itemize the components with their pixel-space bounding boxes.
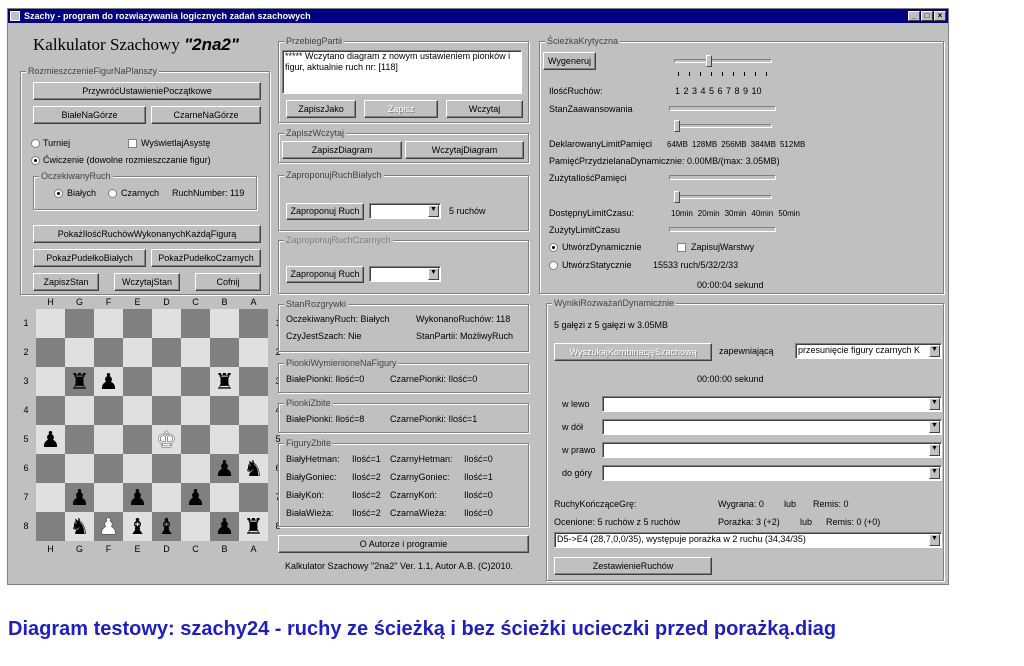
captured-cell: Ilość=0 [464, 490, 493, 500]
rank-label: 6 [275, 463, 281, 473]
chess-piece[interactable]: ♜ [239, 512, 268, 541]
time-slider-track[interactable] [674, 195, 772, 199]
placement-group [20, 66, 270, 295]
moves-done-value: WykonanoRuchów: 118 [416, 314, 511, 324]
captured-pawns-group [278, 398, 529, 433]
memory-slider-track[interactable] [674, 124, 772, 128]
board-square[interactable] [94, 425, 123, 454]
memory-scale-label: 384MB [750, 140, 776, 149]
rank-label: 5 [23, 434, 29, 444]
memory-scale-label: 512MB [779, 140, 806, 149]
board-square[interactable] [239, 425, 268, 454]
board-square[interactable] [123, 367, 152, 396]
board-square[interactable] [36, 309, 65, 338]
best-move-select[interactable] [554, 532, 942, 548]
board-square[interactable] [123, 425, 152, 454]
close-button[interactable]: × [934, 11, 946, 21]
chess-piece[interactable]: ♚ [152, 425, 181, 454]
captured-cell: Ilość=2 [352, 508, 381, 518]
rank-label: 1 [275, 318, 281, 328]
direction-label: do góry [562, 468, 593, 478]
board-square[interactable] [181, 512, 210, 541]
file-label: E [134, 544, 141, 554]
title-bar [8, 9, 948, 23]
captured-cell: BiałyGoniec: [286, 472, 337, 482]
captured-cell: Ilość=0 [464, 454, 493, 464]
tourney-label: Turniej [43, 138, 71, 148]
memory-scale-label: 256MB [721, 140, 747, 149]
or-label-2: lub [800, 517, 813, 527]
expected-move-group [33, 171, 257, 210]
board-square[interactable] [65, 396, 94, 425]
direction-select[interactable] [602, 442, 942, 458]
chess-piece[interactable]: ♞ [239, 454, 268, 483]
board-square[interactable] [210, 338, 239, 367]
chess-board-area [20, 297, 280, 555]
board-square[interactable] [94, 338, 123, 367]
board-square[interactable] [181, 396, 210, 425]
memory-used-label: ZużytaIlośćPamięci [549, 173, 627, 183]
rank-label: 2 [23, 347, 29, 357]
propose-black-move-button[interactable]: Zaproponuj Ruch [286, 266, 364, 283]
rank-label: 2 [275, 347, 281, 357]
board-square[interactable] [152, 454, 181, 483]
exercise-radio[interactable] [31, 156, 40, 165]
board-square[interactable] [94, 309, 123, 338]
board-square[interactable] [152, 309, 181, 338]
rank-label: 7 [275, 492, 281, 502]
file-label: G [75, 297, 83, 307]
rank-label: 5 [275, 434, 281, 444]
direction-label: w lewo [562, 399, 590, 409]
chess-piece[interactable]: ♟ [65, 483, 94, 512]
show-moves-per-piece-button[interactable]: PokażIlośćRuchówWykonanychKażdąFigurą [33, 225, 261, 243]
promoted-white: BiałePionki: Ilość=0 [286, 374, 365, 384]
chess-piece[interactable]: ♟ [94, 367, 123, 396]
memory-dynamic-label: PamięćPrzydzielanaDynamicznie: 0.00MB/(max: 3.05MB) [549, 156, 780, 166]
critical-path-label: ŚcieżkaKrytyczna [547, 36, 619, 46]
time-used-bar [669, 227, 776, 232]
board-square[interactable] [181, 309, 210, 338]
captured-cell: CzarnyHetman: [390, 454, 453, 464]
board-square[interactable] [152, 338, 181, 367]
app-window [7, 8, 949, 585]
minimize-button[interactable]: _ [908, 11, 920, 21]
file-label: H [47, 544, 54, 554]
direction-label: w prawo [562, 445, 596, 455]
direction-select[interactable] [602, 419, 942, 435]
show-assist-label: WyświetlajAsystę [141, 138, 211, 148]
show-black-box-button[interactable]: PokażPudełkoCzarnych [151, 249, 261, 267]
board-square[interactable] [239, 367, 268, 396]
promoted-group [278, 358, 529, 393]
file-label: E [134, 297, 141, 307]
save-layers-checkbox[interactable] [677, 243, 686, 252]
generate-button[interactable]: Wygeneruj [543, 52, 596, 70]
rank-label: 4 [275, 405, 281, 415]
chess-piece[interactable]: ♟ [36, 425, 65, 454]
board-square[interactable] [65, 309, 94, 338]
rank-label: 3 [275, 376, 281, 386]
board-square[interactable] [152, 396, 181, 425]
chevron-down-icon[interactable]: ▼ [428, 205, 439, 217]
captured-cell: Ilość=1 [352, 454, 381, 464]
chevron-down-icon[interactable]: ▼ [428, 268, 439, 280]
promoted-black: CzarnePionki: Ilość=0 [390, 374, 478, 384]
ensuring-select[interactable] [795, 343, 942, 359]
captured-cell: Ilość=1 [464, 472, 493, 482]
show-white-box-button[interactable]: PokażPudełkoBiałych [33, 249, 146, 267]
time-scale-label: 40min [751, 209, 774, 218]
placement-group-label: RozmieszczenieFigurNaPlanszy [28, 66, 158, 76]
memory-used-bar [669, 175, 776, 180]
exercise-label: Ćwiczenie (dowolne rozmieszczanie figur) [43, 155, 211, 165]
board-square[interactable] [239, 396, 268, 425]
file-label: A [250, 544, 257, 554]
board-square[interactable] [36, 483, 65, 512]
time-scale [671, 209, 805, 218]
version-label: Kalkulator Szachowy "2na2" Ver. 1.1, Autor A.B. (C)2010. [285, 561, 514, 571]
board-square[interactable] [65, 425, 94, 454]
black-on-top-button[interactable]: CzarneNaGórze [151, 106, 261, 124]
time-slider-thumb[interactable] [674, 191, 680, 203]
captured-pawns-label: PionkiZbite [286, 398, 331, 408]
board-square[interactable] [210, 309, 239, 338]
file-label: D [163, 544, 170, 554]
maximize-button[interactable]: □ [921, 11, 933, 21]
or-label-1: lub [784, 499, 797, 509]
search-combination-button[interactable]: WyszukajKombinacjęSzachową [554, 343, 712, 361]
file-label: H [47, 297, 54, 307]
direction-label: w dół [562, 422, 584, 432]
propose-white-move-button[interactable]: Zaproponuj Ruch [286, 203, 364, 220]
board-square[interactable] [181, 367, 210, 396]
black-propose-label: ZaproponujRuchCzarnych [286, 235, 391, 245]
board-square[interactable] [36, 512, 65, 541]
ending-moves-label: RuchyKończąceGrę: [554, 499, 637, 509]
memory-limit-label: DeklarowanyLimitPamięci [549, 139, 653, 149]
file-label: D [163, 297, 170, 307]
white-propose-group [278, 170, 529, 231]
load-state-button[interactable]: WczytajStan [114, 273, 180, 291]
rank-label: 1 [23, 318, 29, 328]
moves-scale: 1 2 3 4 5 6 7 8 9 10 [675, 86, 762, 96]
static-info: 15533 ruch/5/32/2/33 [653, 260, 739, 270]
create-dynamic-label: UtwórzDynamicznie [562, 242, 642, 252]
move-number: RuchNumber: 119 [172, 188, 245, 198]
captured-cell: BiałyKoń: [286, 490, 325, 500]
create-static-label: UtwórzStatycznie [562, 260, 632, 270]
board-square[interactable] [210, 396, 239, 425]
rank-label: 4 [23, 405, 29, 415]
draw-count-1: Remis: 0 [813, 499, 849, 509]
board-square[interactable] [123, 396, 152, 425]
captured-cell: Ilość=0 [464, 508, 493, 518]
white-radio[interactable] [54, 189, 63, 198]
moves-slider-track[interactable] [674, 59, 772, 63]
rank-label: 8 [23, 521, 29, 531]
chess-piece[interactable]: ♜ [210, 367, 239, 396]
save-load-label: ZapiszWczytaj [286, 128, 345, 138]
board-square[interactable] [181, 338, 210, 367]
board-square[interactable] [210, 425, 239, 454]
chevron-down-icon[interactable]: ▼ [929, 534, 940, 546]
chess-piece[interactable]: ♟ [94, 512, 123, 541]
progress-bar [669, 106, 776, 111]
ensuring-label: zapewniającą [719, 346, 774, 356]
branches-info: 5 gałęzi z 5 gałęzi w 3.05MB [554, 320, 669, 330]
chess-piece[interactable]: ♝ [123, 512, 152, 541]
time-used-label: ZużytyLimitCzasu [549, 225, 621, 235]
save-as-button[interactable]: ZapiszJako [286, 100, 356, 118]
game-state-label: StanRozgrywki [286, 299, 347, 309]
file-label: B [221, 544, 228, 554]
chess-piece[interactable]: ♟ [210, 454, 239, 483]
save-load-group [278, 128, 529, 163]
is-check-value: CzyJestSzach: Nie [286, 331, 362, 341]
win-count: Wygrana: 0 [718, 499, 764, 509]
window-title: Szachy - program do rozwiązywania logicznych zadań szachowych [24, 11, 311, 21]
elapsed-time-2: 00:00:00 sekund [697, 374, 764, 384]
black-move-select[interactable] [369, 266, 441, 282]
memory-slider-thumb[interactable] [674, 120, 680, 132]
file-label: F [105, 297, 112, 307]
board-square[interactable] [36, 338, 65, 367]
tourney-radio[interactable] [31, 139, 40, 148]
board-square[interactable] [152, 367, 181, 396]
critical-path-group [539, 36, 944, 294]
elapsed-time-1: 00:00:04 sekund [697, 280, 764, 290]
captured-cell: CzarnyKoń: [390, 490, 438, 500]
progress-label: StanZaawansowania [549, 104, 633, 114]
chess-piece[interactable]: ♞ [65, 512, 94, 541]
board-square[interactable] [181, 454, 210, 483]
board-square[interactable] [36, 367, 65, 396]
rated-moves-label: Ocenione: 5 ruchów z 5 ruchów [554, 517, 681, 527]
chess-piece[interactable]: ♟ [123, 483, 152, 512]
file-label: B [221, 297, 228, 307]
board-square[interactable] [36, 396, 65, 425]
save-layers-label: ZapisujWarstwy [691, 242, 755, 252]
board-square[interactable] [94, 396, 123, 425]
board-square[interactable] [123, 338, 152, 367]
draw-count-2: Remis: 0 (+0) [826, 517, 881, 527]
rank-label: 6 [23, 463, 29, 473]
file-label: G [75, 544, 83, 554]
dynamic-results-group [546, 298, 944, 581]
black-radio[interactable] [108, 189, 117, 198]
undo-button[interactable]: Cofnij [195, 273, 261, 291]
board-square[interactable] [65, 454, 94, 483]
show-assist-checkbox[interactable] [128, 139, 137, 148]
captured-pieces-group [278, 438, 529, 527]
captured-cell: CzarnaWieża: [390, 508, 447, 518]
black-propose-group [278, 235, 529, 294]
white-label: Białych [67, 188, 97, 198]
rank-label: 7 [23, 492, 29, 502]
load-diagram-button[interactable]: WczytajDiagram [405, 141, 524, 159]
expected-move-label: OczekiwanyRuch [41, 171, 111, 181]
chess-piece[interactable]: ♟ [210, 512, 239, 541]
white-on-top-button[interactable]: BiałeNaGórze [33, 106, 146, 124]
time-limit-label: DostępnyLimitCzasu: [549, 208, 635, 218]
direction-select[interactable] [602, 465, 942, 481]
chess-piece[interactable]: ♜ [65, 367, 94, 396]
game-state-value: StanPartii: MożliwyRuch [416, 331, 514, 341]
board-square[interactable] [239, 309, 268, 338]
file-label: C [192, 297, 199, 307]
chess-piece[interactable]: ♝ [152, 512, 181, 541]
captured-cell: Ilość=2 [352, 490, 381, 500]
board-square[interactable] [65, 338, 94, 367]
save-button[interactable]: Zapisz [364, 100, 438, 118]
ensuring-value: przesunięcie figury czarnych K [798, 345, 921, 355]
board-square[interactable] [123, 309, 152, 338]
game-log-label: PrzebiegPartii [286, 36, 343, 46]
load-button[interactable]: Wczytaj [446, 100, 523, 118]
file-label: F [105, 544, 112, 554]
board-square[interactable] [94, 454, 123, 483]
captured-cell: Ilość=2 [352, 472, 381, 482]
captured-black-pawns: CzarnePionki: Ilość=1 [390, 414, 478, 424]
moves-slider-thumb[interactable] [706, 55, 712, 67]
move-summary-button[interactable]: ZestawienieRuchów [554, 557, 712, 575]
chevron-down-icon[interactable]: ▼ [929, 467, 940, 479]
chevron-down-icon[interactable]: ▼ [929, 444, 940, 456]
captured-white-pawns: BiałePionki: Ilość=8 [286, 414, 365, 424]
expected-move-value: OczekiwanyRuch: Białych [286, 314, 390, 324]
time-scale-label: 50min [778, 209, 800, 218]
chevron-down-icon[interactable]: ▼ [929, 398, 940, 410]
file-label: C [192, 544, 199, 554]
black-label: Czarnych [121, 188, 160, 198]
board-square[interactable] [36, 454, 65, 483]
board-square[interactable] [152, 483, 181, 512]
save-state-button[interactable]: ZapiszStan [33, 273, 99, 291]
captured-cell: BiałaWieża: [286, 508, 334, 518]
board-square[interactable] [210, 483, 239, 512]
white-move-select[interactable] [369, 203, 441, 219]
chess-piece[interactable]: ♟ [181, 483, 210, 512]
moves-count-label: IlośćRuchów: [549, 86, 603, 96]
captured-cell: BiałyHetman: [286, 454, 340, 464]
file-label: A [250, 297, 257, 307]
about-button[interactable]: O Autorze i programie [278, 535, 529, 553]
time-scale-label: 10min [671, 209, 693, 218]
rank-label: 8 [275, 521, 281, 531]
restore-initial-button[interactable]: PrzywróćUstawieniePoczątkowe [33, 82, 261, 100]
memory-scale-label: 64MB [667, 140, 688, 149]
captured-pieces-label: FiguryZbite [286, 438, 332, 448]
game-state-group [278, 299, 529, 352]
best-move-value: D5->E4 (28,7,0,0/35), występuje porażka w 2 ruchu (34,34/35) [557, 534, 806, 544]
app-title: Kalkulator Szachowy "2na2" [33, 35, 239, 54]
white-moves-count: 5 ruchów [449, 206, 486, 216]
direction-select[interactable] [602, 396, 942, 412]
board-square[interactable] [123, 454, 152, 483]
create-dynamic-radio[interactable] [549, 243, 558, 252]
board-square[interactable] [239, 483, 268, 512]
rank-label: 3 [23, 376, 29, 386]
captured-cell: CzarnyGoniec: [390, 472, 450, 482]
time-scale-label: 20min [697, 209, 720, 218]
dynamic-results-label: WynikiRozważańDynamicznie [554, 298, 674, 308]
time-scale-label: 30min [724, 209, 747, 218]
chess-app-icon [10, 11, 20, 21]
memory-scale [667, 140, 809, 149]
memory-scale-label: 128MB [691, 140, 718, 149]
chevron-down-icon[interactable]: ▼ [929, 345, 940, 357]
diagram-caption: Diagram testowy: szachy24 - ruchy ze ścieżką i bez ścieżki ucieczki przed porażką.diag [8, 618, 837, 640]
moves-slider-ticks [678, 72, 770, 76]
loss-count: Porażka: 3 (+2) [718, 517, 780, 527]
board-square[interactable] [239, 338, 268, 367]
create-static-radio[interactable] [549, 261, 558, 270]
white-propose-label: ZaproponujRuchBiałych [286, 170, 382, 180]
save-diagram-button[interactable]: ZapiszDiagram [282, 141, 402, 159]
chevron-down-icon[interactable]: ▼ [929, 421, 940, 433]
promoted-label: PionkiWymienioneNaFigury [286, 358, 397, 368]
board-square[interactable] [181, 425, 210, 454]
game-log-textarea[interactable]: ***** Wczytano diagram z nowym ustawieniem pionków i figur, aktualnie ruch nr: [118] [282, 50, 522, 94]
board-square[interactable] [94, 483, 123, 512]
game-log-group [278, 36, 529, 123]
